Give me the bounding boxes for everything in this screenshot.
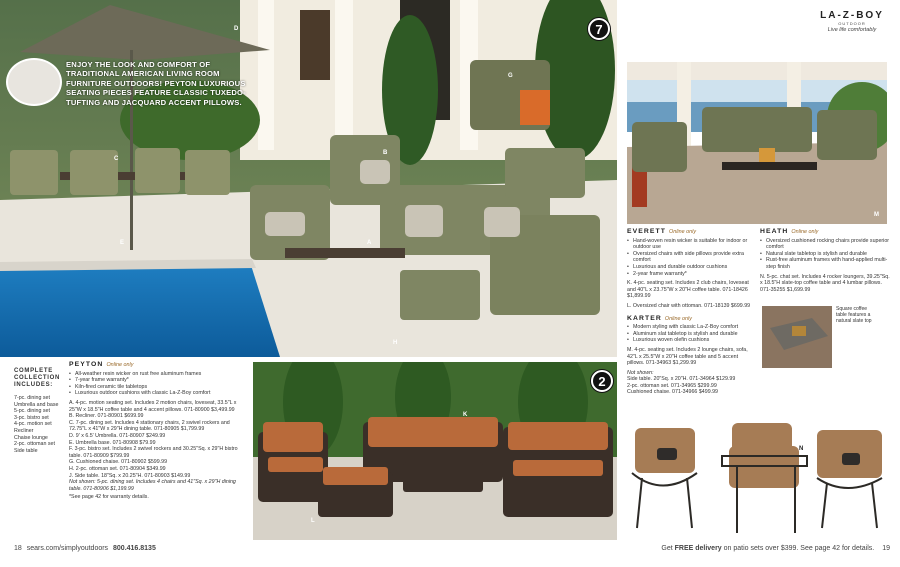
everett-heading xyxy=(627,229,754,236)
feature-item: • Luxurious woven olefin cushions xyxy=(627,337,754,344)
product-item: H. 2-pc. ottoman set. 071-80904 $349.99 xyxy=(69,465,166,472)
collection-item: Umbrella and base xyxy=(14,401,59,408)
patio-scene-illustration xyxy=(0,0,617,357)
collection-item: 3-pc. bistro set xyxy=(14,414,49,421)
photo-letter-g: G xyxy=(508,73,513,79)
wicker-scene-illustration xyxy=(253,362,617,540)
photo-letter-l: L xyxy=(311,518,315,524)
page-number-right: 19 xyxy=(882,545,890,552)
karter-name: KARTER xyxy=(627,314,662,322)
feature-item: • All-weather resin wicker on rust free aluminum frames xyxy=(69,371,245,378)
brand-sub: OUTDOOR xyxy=(838,21,866,26)
feature-item: • Oversized chairs with side pillows provide extra comfort xyxy=(627,251,754,264)
lazboy-logo xyxy=(812,10,892,33)
not-shown-label: Not shown: xyxy=(627,369,654,376)
heath-column xyxy=(760,229,890,293)
product-item-not-shown: Not shown: 5-pc. dining set. Includes 4 chairs and 41"Sq. x 29"H dining table. 071-80906 $1,199.99 xyxy=(69,479,236,492)
fabric-swatch-inset xyxy=(6,58,62,106)
peyton-main-photo xyxy=(0,0,617,357)
brand-name: LA-Z-BOY xyxy=(820,10,884,21)
photo-letter-k: K xyxy=(463,412,468,418)
heath-name: HEATH xyxy=(760,228,789,235)
heath-chairs-illustration xyxy=(627,418,889,540)
collection-item: Recliner xyxy=(14,427,34,434)
peyton-online-only: Online only xyxy=(106,362,134,368)
collection-item: Side table xyxy=(14,447,38,454)
phone-number[interactable]: 800.416.8135 xyxy=(113,545,156,552)
heath-chairs-photo xyxy=(627,418,889,540)
feature-item: • Kiln-fired ceramic tile tabletops xyxy=(69,384,245,391)
feature-item: • Luxurious outdoor cushions with classic La-Z-Boy comfort xyxy=(69,390,245,397)
page-number-left: 18 xyxy=(14,545,22,552)
collection-title: COMPLETE COLLECTION INCLUDES: xyxy=(14,368,60,388)
brand-tagline: Live life comfortably xyxy=(827,27,877,33)
heath-online-only: Online only xyxy=(791,229,819,235)
peyton-heading xyxy=(69,362,245,369)
product-item: A. 4-pc. motion seating set. Includes 2 motion chairs, loveseat, 33.5"L x 25"W x 18.5"H coffee table and 4 accent pillows. 071-80900 $3,499.99 xyxy=(69,399,237,413)
product-item: C. 7-pc. dining set. Includes 4 stationary chairs, 2 swivel rockers and 72.75"L x 41"W x 29"H dining table. 071-80905 $1,799.99 xyxy=(69,419,230,433)
feature-item: • Oversized cushioned rocking chairs provide superior comfort xyxy=(760,238,890,251)
collection-includes xyxy=(14,368,64,454)
collection-item: 7-pc. dining set xyxy=(14,395,50,401)
product-item: M. 4-pc. seating set. Includes 2 lounge chairs, sofa, 42"L x 25.5"W x 20"H coffee table and 5 accent pillows. 071-34963 $1,299.99 xyxy=(627,346,748,367)
collection-list xyxy=(14,395,64,454)
photo-letter-a: A xyxy=(367,240,372,246)
ocean-deck-illustration xyxy=(627,62,887,224)
product-item: 2-pc. ottoman set. 071-34965 $299.99 xyxy=(627,382,717,389)
delivery-post: on patio sets over $399. See page 42 for details. xyxy=(721,545,875,552)
product-item: B. Recliner. 071-80901 $699.99 xyxy=(69,413,144,420)
free-delivery-highlight: FREE delivery xyxy=(674,545,722,552)
peyton-description xyxy=(69,362,245,501)
collection-item: Chaise lounge xyxy=(14,434,48,441)
feature-item: • Aluminum slat tabletop is stylish and durable xyxy=(627,331,754,338)
everett-karter-column xyxy=(627,229,754,396)
product-item: L. Oversized chair with ottoman. 071-18139 $699.99 xyxy=(627,302,751,309)
product-item: Cushioned chaise. 071-34966 $499.99 xyxy=(627,389,719,396)
peyton-features xyxy=(69,371,245,397)
photo-letter-h: H xyxy=(393,340,398,346)
feature-item: • 7-year frame warranty* xyxy=(69,377,245,384)
feature-item: • Modern styling with classic La-Z-Boy comfort xyxy=(627,324,754,331)
collection-item: 4-pc. motion set xyxy=(14,421,52,428)
feature-item: • Luxurious and durable outdoor cushions xyxy=(627,264,754,271)
badge-wicker-count: 2 xyxy=(591,370,613,392)
product-item: N. 5-pc. chat set. Includes 4 rocker loungers, 39.25"Sq. x 18.5"H slate-top coffee table and 4 lumbar pillows. 071-35255 $1,699.99 xyxy=(760,273,890,293)
feature-item: • Hand-woven resin wicker is suitable for indoor or outdoor use xyxy=(627,238,754,251)
product-item: G. Cushioned chaise. 071-80902 $599.99 xyxy=(69,459,168,466)
website-link[interactable]: sears.com/simplyoutdoors xyxy=(26,545,109,552)
warranty-footnote: *See page 42 for warranty details. xyxy=(69,494,149,501)
photo-letter-d: D xyxy=(234,26,239,32)
photo-letter-n: N xyxy=(799,446,804,452)
footer-right xyxy=(661,545,890,552)
wicker-set-photo xyxy=(253,362,617,540)
photo-letter-m: M xyxy=(874,212,879,218)
slate-table-illustration xyxy=(762,306,832,368)
everett-photo xyxy=(627,62,887,224)
badge-peyton-count: 7 xyxy=(588,18,610,40)
collection-item: 2-pc. ottoman set xyxy=(14,441,55,448)
karter-heading xyxy=(627,316,754,323)
feature-item: • Natural slate tabletop is stylish and durable xyxy=(760,251,890,258)
product-item: J. Side table. 18"Sq. x 20.25"H. 071-80903 $149.99 xyxy=(69,472,191,479)
feature-item: • 2-year frame warranty* xyxy=(627,271,754,278)
product-item: D. 9' x 6.5' Umbrella. 071-80907 $249.99 xyxy=(69,432,166,439)
karter-features xyxy=(627,324,754,344)
collection-item: 5-pc. dining set xyxy=(14,408,50,415)
slate-table-inset xyxy=(762,306,832,368)
footer-left xyxy=(14,545,156,552)
peyton-name: PEYTON xyxy=(69,361,104,368)
product-item: K. 4-pc. seating set. Includes 2 club chairs, loveseat and 40"L x 23.75"W x 20"H coffee table. 071-18426 $1,899.99 xyxy=(627,280,749,300)
photo-letter-c: C xyxy=(114,156,119,162)
karter-online-only: Online only xyxy=(664,315,692,322)
product-item: F. 3-pc. bistro set. Includes 2 swivel rockers and 30.25"Sq. x 29"H bistro table. 071-80909 $799.99 xyxy=(69,446,238,459)
product-item: Side table. 20"Sq. x 20"H. 071-34964 $129.99 xyxy=(627,376,736,383)
everett-online-only: Online only xyxy=(669,229,697,235)
heath-heading xyxy=(760,229,890,236)
everett-features xyxy=(627,238,754,278)
photo-letter-e: E xyxy=(120,240,125,246)
everett-name: EVERETT xyxy=(627,228,667,235)
hero-headline: ENJOY THE LOOK AND COMFORT OF TRADITIONAL AMERICAN LIVING ROOM FURNITURE OUTDOORS! PEYTON LUXURIOUS SEATING PIECES FEATURE CLASSIC TUXEDO-TUFTING AND JACQUARD ACCENT PILLOWS. xyxy=(66,60,246,107)
delivery-pre: Get xyxy=(661,545,675,552)
slate-inset-caption: Square coffee table features a natural slate top xyxy=(836,306,872,324)
heath-features xyxy=(760,238,890,271)
product-item: E. Umbrella base. 071-80908 $79.99 xyxy=(69,439,156,446)
photo-letter-b: B xyxy=(383,150,388,156)
feature-item: • Rust-free aluminum frames with hand-applied multi-step finish xyxy=(760,257,890,270)
